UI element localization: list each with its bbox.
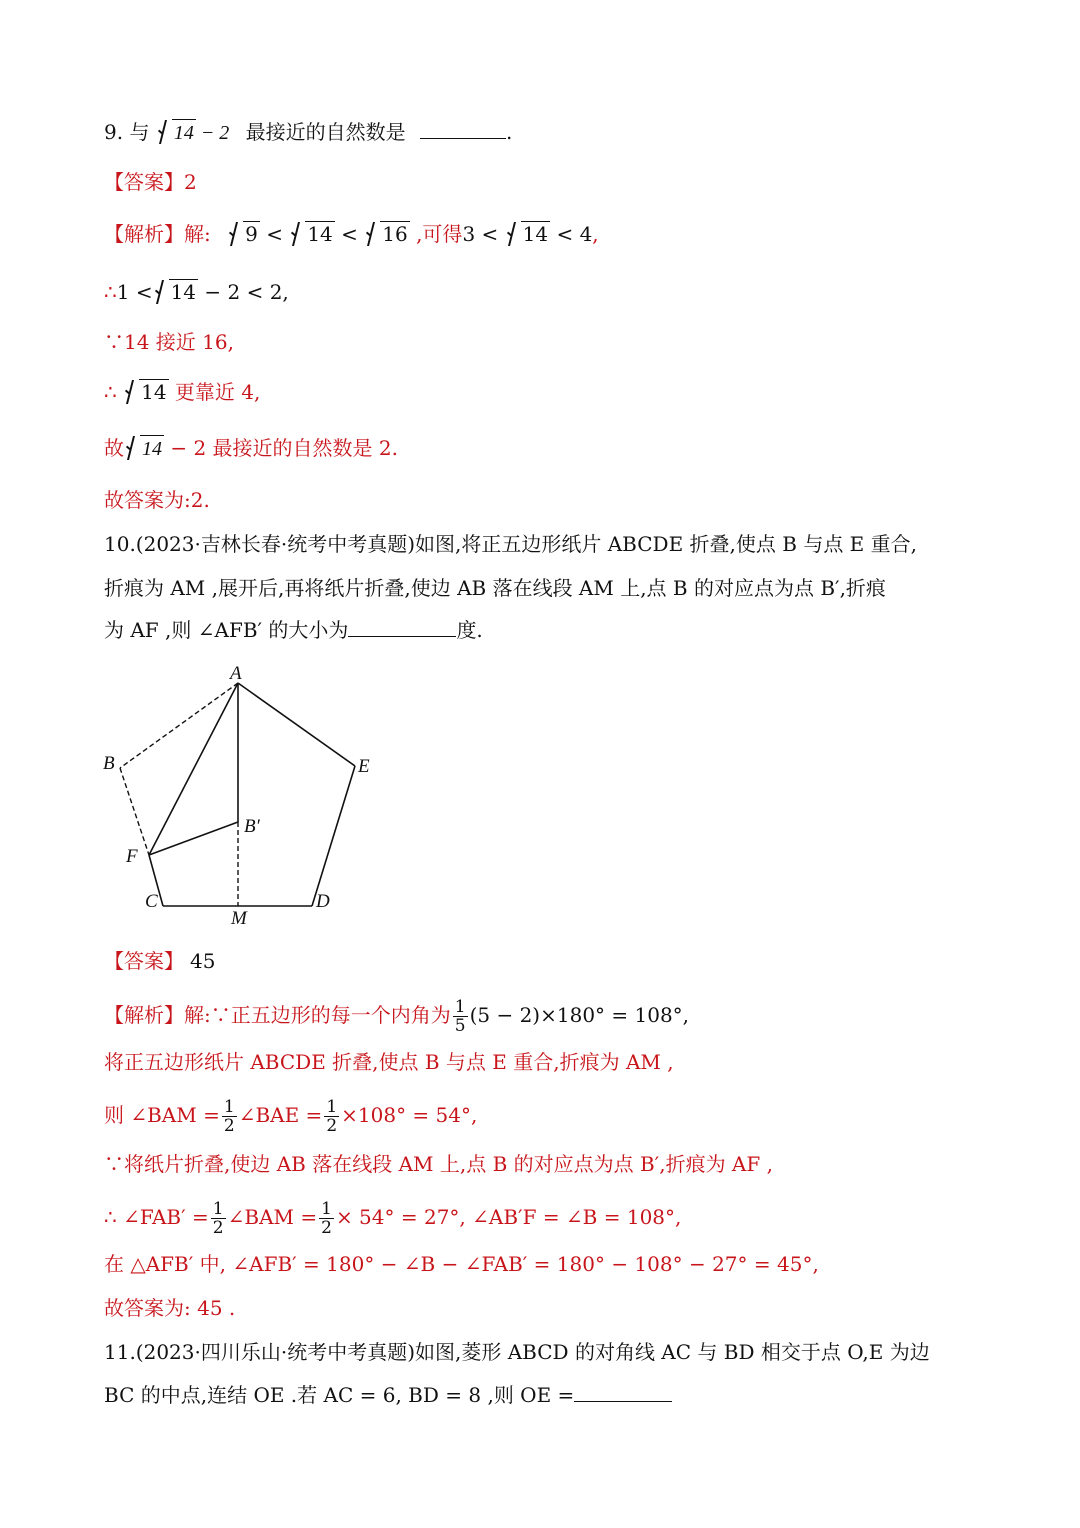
- label-E: E: [358, 756, 370, 777]
- q9-analysis-line5: 故 14 − 2 最接近的自然数是 2.: [104, 436, 398, 460]
- answer-blank: [574, 1383, 672, 1402]
- label-F: F: [126, 846, 138, 867]
- q10-analysis-line4: ∵将纸片折叠,使边 AB 落在线段 AM 上,点 B 的对应点为点 B′,折痕为 AF ,: [104, 1152, 773, 1176]
- edge-AB-dashed: [120, 683, 238, 768]
- q9-final-answer: 故答案为:2.: [104, 488, 210, 512]
- answer-blank: [348, 618, 456, 637]
- q10-analysis-line2: 将正五边形纸片 ABCDE 折叠,使点 B 与点 E 重合,折痕为 AM ,: [104, 1050, 674, 1074]
- label-D: D: [316, 891, 330, 912]
- pentagon-figure: [98, 660, 398, 930]
- q10-analysis-line5: ∴ ∠FAB′ = $\frac{1}{2}$ ∠BAM = $\frac{1}{2}$ × 54° = 27°, ∠AB′F = ∠B = 108°,: [104, 1199, 682, 1238]
- label-B-prime: B′: [244, 816, 260, 837]
- q9-analysis-line1: 【解析】解: 9 < 14 < 16 ,可得3 < 14 < 4,: [104, 222, 599, 246]
- q9-question: 9. 与 14 − 2 最接近的自然数是 .: [104, 120, 513, 144]
- q10-analysis-line6: 在 △AFB′ 中, ∠AFB′ = 180° − ∠B − ∠FAB′ = 180° − 108° − 27° = 45°,: [104, 1252, 819, 1276]
- q10-question-line1: 10.(2023·吉林长春·统考中考真题)如图,将正五边形纸片 ABCDE 折叠,使点 B 与点 E 重合,: [104, 532, 917, 556]
- q9-analysis-line3: ∵14 接近 16,: [104, 330, 234, 354]
- q9-analysis-line4: ∴ 14 更靠近 4,: [104, 380, 261, 404]
- q10-question-line2: 折痕为 AM ,展开后,再将纸片折叠,使边 AB 落在线段 AM 上,点 B 的对应点为点 B′,折痕: [104, 576, 886, 600]
- q10-analysis-line1: 【解析】解:∵正五边形的每一个内角为 $\frac{1}{5}$ (5 − 2)×180° = 108°,: [104, 997, 690, 1036]
- q10-question-line3: 为 AF ,则 ∠AFB′ 的大小为 度.: [104, 618, 483, 642]
- q10-analysis-line3: 则 ∠BAM = $\frac{1}{2}$ ∠BAE = $\frac{1}{2}$ ×108° = 54°,: [104, 1097, 478, 1136]
- q10-final-answer: 故答案为: 45 .: [104, 1296, 236, 1320]
- edge-BF-dashed: [120, 768, 149, 855]
- segment-FB-prime: [149, 822, 238, 855]
- answer-blank: [420, 120, 506, 139]
- label-M: M: [231, 908, 247, 929]
- edge-ED: [312, 766, 355, 906]
- q11-question-line2: BC 的中点,连结 OE .若 AC = 6, BD = 8 ,则 OE =: [104, 1381, 672, 1409]
- edge-AE: [238, 683, 355, 766]
- label-A: A: [230, 663, 242, 684]
- label-B: B: [103, 753, 115, 774]
- label-C: C: [145, 891, 158, 912]
- fold-AF: [149, 683, 238, 855]
- q9-answer: 【答案】2: [104, 170, 197, 194]
- q11-question-line1: 11.(2023·四川乐山·统考中考真题)如图,菱形 ABCD 的对角线 AC 与 BD 相交于点 O,E 为边: [104, 1340, 930, 1364]
- sqrt-symbol: 14: [158, 118, 196, 146]
- q9-analysis-line2: ∴1 < 14 − 2 < 2,: [104, 280, 289, 304]
- q10-answer: 【答案】 45: [104, 949, 216, 973]
